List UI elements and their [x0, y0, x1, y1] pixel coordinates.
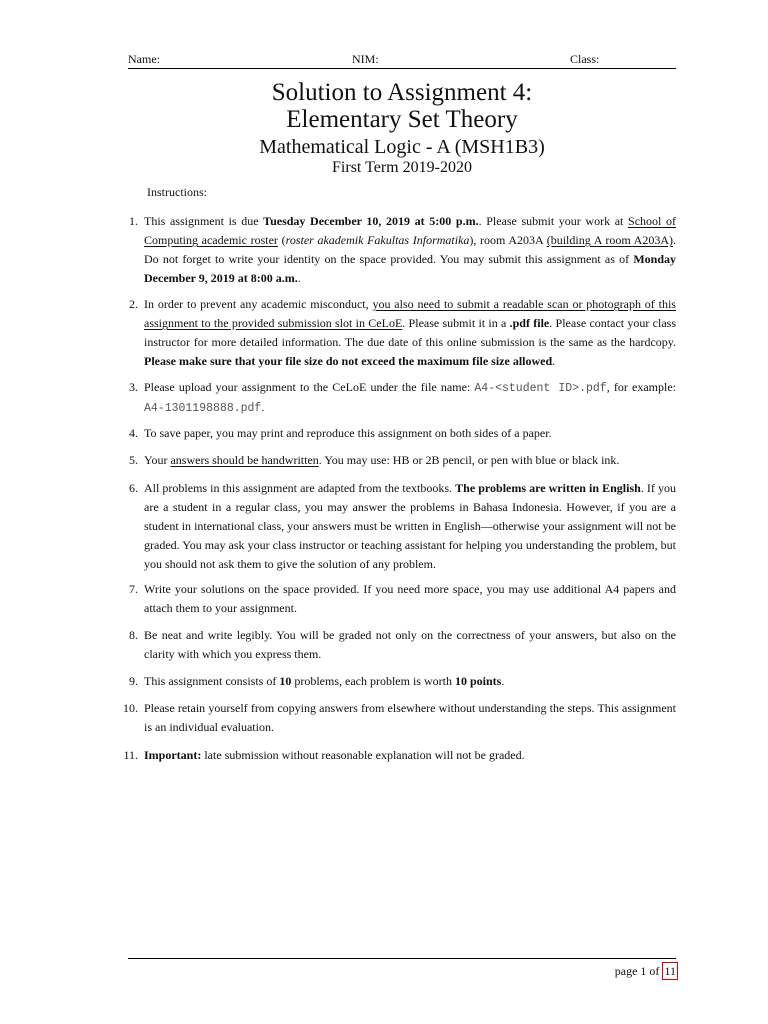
instruction-item-10 — [123, 699, 676, 737]
item-text: . — [552, 354, 556, 368]
item-number: 11. — [123, 748, 138, 762]
instruction-item-9 — [129, 672, 676, 691]
instruction-item-7 — [129, 580, 676, 618]
item-number: 10. — [123, 701, 138, 715]
item-number: 3. — [129, 380, 138, 394]
item-text: late submission without reasonable explanation will not be graded. — [201, 748, 525, 762]
instruction-item-3 — [129, 378, 676, 418]
item-text: , for example: — [606, 380, 676, 394]
file-name-example: A4-1301198888.pdf — [144, 402, 262, 415]
item-text: Please retain yourself from copying answers from elsewhere without understanding the steps. This assignment is an individual evaluation. — [144, 701, 676, 734]
item-text: . Do not forget to write your identity on the space provided. You may submit this assignment as of — [144, 233, 676, 266]
item-text: ), room A203A — [469, 233, 547, 247]
item-text: In order to prevent any academic misconduct, — [144, 297, 373, 311]
title-line-1: Solution to Assignment 4: — [271, 79, 533, 106]
item-text: Your — [144, 453, 171, 467]
start-date: Monday December 9, 2019 at 8:00 a.m. — [144, 252, 676, 285]
item-text: Write your solutions on the space provided. If you need more space, you may use additional A4 papers and attach them to your assignment. — [144, 582, 676, 615]
due-date: Tuesday December 10, 2019 at 5:00 p.m. — [263, 214, 479, 228]
item-text: . Please submit your work at — [478, 214, 629, 228]
item-text: . Please submit it in a — [402, 316, 510, 330]
item-text: . — [261, 400, 265, 414]
handwritten-note: answers should be handwritten — [170, 453, 319, 467]
item-number: 1. — [129, 214, 138, 228]
item-number: 4. — [129, 426, 138, 440]
instructions-label: Instructions: — [147, 185, 207, 199]
item-number: 8. — [129, 628, 138, 642]
roster-translation: roster akademik Fakultas Informatika — [285, 233, 470, 247]
points-per-problem: 10 points — [454, 674, 502, 688]
item-number: 7. — [129, 582, 138, 596]
language-note: The problems are written in English — [455, 481, 641, 495]
total-pages-link[interactable]: 11 — [664, 964, 676, 978]
problem-count: 10 — [279, 674, 292, 688]
class-label: Class: — [570, 52, 600, 66]
instruction-item-1 — [129, 212, 676, 288]
identity-header — [128, 52, 676, 69]
instruction-item-2 — [129, 295, 676, 371]
item-text: problems, each problem is worth — [291, 674, 455, 688]
instruction-item-4 — [129, 424, 676, 443]
item-text: This assignment is due — [144, 214, 264, 228]
item-text: ( — [277, 233, 286, 247]
roster-location: School of Computing academic roster — [144, 214, 676, 247]
item-text: This assignment consists of — [144, 674, 280, 688]
item-text: To save paper, you may print and reproduce this assignment on both sides of a paper. — [144, 426, 552, 440]
course-title: Mathematical Logic - A (MSH1B3) — [259, 136, 545, 158]
instruction-item-5 — [129, 451, 676, 470]
instruction-item-6 — [129, 479, 676, 574]
item-number: 6. — [129, 481, 138, 495]
footer-rule — [128, 958, 676, 959]
item-text: . You may use: HB or 2B pencil, or pen with blue or black ink. — [318, 453, 620, 467]
title-line-2: Elementary Set Theory — [286, 106, 518, 133]
title-block — [128, 80, 676, 176]
item-number: 2. — [129, 297, 138, 311]
page-footer — [615, 962, 678, 980]
instruction-item-11 — [123, 746, 676, 765]
item-number: 5. — [129, 453, 138, 467]
online-submission-note: you also need to submit a readable scan or photograph of this assignment to the provided submission slot in CeLoE — [144, 297, 676, 330]
file-format: .pdf file — [509, 316, 550, 330]
important-label: Important: — [144, 748, 202, 762]
item-text: . — [501, 674, 505, 688]
nim-label: NIM: — [352, 52, 379, 66]
item-text: All problems in this assignment are adapted from the textbooks. — [144, 481, 456, 495]
item-text: . If you are a student in a regular class, you may answer the problems in Bahasa Indonesia. However, if you are a student in international class, your answers must be written in English—otherwise your assignment will not be graded. You may ask your class instructor or teaching assistant for helping you understanding the problem, but you should not ask them to give the solution of any problem. — [144, 481, 676, 571]
item-text: Be neat and write legibly. You will be graded not only on the correctness of your answers, but also on the clarity with which you express them. — [144, 628, 676, 661]
room-location: (building A room A203A) — [546, 233, 673, 247]
item-text: . Please contact your class instructor for more detailed information. The due date of this online submission is the same as the hardcopy. — [144, 316, 676, 349]
file-name-pattern: A4-<student ID>.pdf — [474, 382, 607, 395]
instruction-item-8 — [129, 626, 676, 664]
term-title: First Term 2019-2020 — [332, 159, 472, 176]
name-label: Name: — [128, 52, 160, 66]
item-number: 9. — [129, 674, 138, 688]
page-number-label: page 1 of — [614, 964, 663, 978]
item-text: Please upload your assignment to the CeLoE under the file name: — [144, 380, 475, 394]
item-text: . — [297, 271, 301, 285]
file-size-warning: Please make sure that your file size do not exceed the maximum file size allowed — [144, 354, 553, 368]
